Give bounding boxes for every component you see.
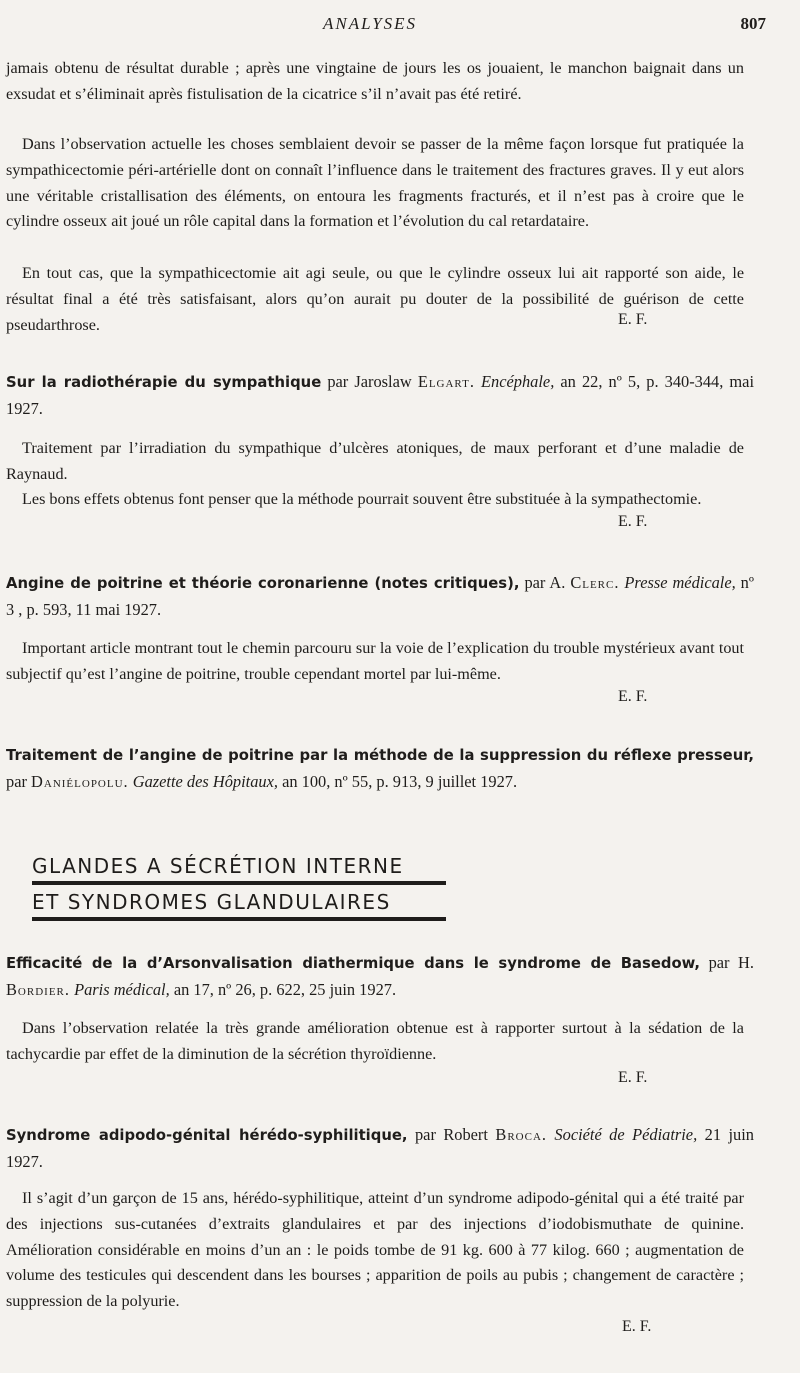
entry-title: Efficacité de la d’Arsonvalisation diathermique dans le syndrome de Basedow, par H. Bordier. Paris médical, an 17, nº 26, p. 622, 25 juin 1927. <box>6 953 754 999</box>
reference: an 17, nº 26, p. 622, 25 juin 1927. <box>173 979 397 999</box>
signature: E. F. <box>618 688 648 705</box>
paragraph: Les bons effets obtenus font penser que la méthode pourrait souvent être substituée à la sympathectomie. <box>22 490 702 508</box>
article-title: Sur la radiothérapie du sympathique <box>6 374 322 391</box>
author-name: Elgart. <box>417 372 475 391</box>
author-name: Clerc. <box>570 573 620 592</box>
paragraph: Dans l’observation relatée la très grande amélioration obtenue est à rapporter surtout à la sédation de la tachycardie par effet de la diminution de la sécrétion thyroïdienne. <box>6 1019 744 1063</box>
reference: an 22, nº 5, p. 340-344, mai 1927. <box>6 372 755 418</box>
paragraph: Dans l’observation actuelle les choses semblaient devoir se passer de la même façon lorsque fut pratiquée la sympathicectomie péri-artérielle dont on connaît l’influence dans le traitement des fractures graves. Il y eut alors une véritable cristallisation des éléments, on entoura les fragments fracturés, et il n’est pas à croire que le cylindre osseux ait joué un rôle capital dans la formation et l’évolution du cal retardataire. <box>6 135 744 231</box>
reference: nº 3 , p. 593, 11 mai 1927. <box>6 573 754 619</box>
signature: E. F. <box>618 513 648 530</box>
signature: E. F. <box>618 311 648 328</box>
section-heading-line2: ET SYNDROMES GLANDULAIRES <box>32 890 391 914</box>
journal-name: Encéphale, <box>481 372 555 391</box>
page-number: 807 <box>740 14 766 33</box>
author-name: Daniélopolu. <box>31 771 129 791</box>
signature: E. F. <box>618 1069 648 1086</box>
entry-title: Traitement de l’angine de poitrine par la méthode de la suppression du réflexe presseur, par Daniélopolu. Gazette des Hôpitaux, an 100, nº 55, p. 913, 9 juillet 1927. <box>6 747 754 791</box>
article-title: Angine de poitrine et théorie coronarienne (notes critiques), <box>6 575 520 592</box>
paragraph: Traitement par l’irradiation du sympathique d’ulcères atoniques, de maux perforant et d’une maladie de Raynaud. <box>6 439 744 483</box>
author-name: Broca. <box>495 1125 547 1144</box>
article-title: Efficacité de la d’Arsonvalisation diathermique dans le syndrome de Basedow, <box>6 955 700 972</box>
journal-name: Société de Pédiatrie, <box>554 1125 698 1144</box>
running-title: ANALYSES <box>322 14 418 33</box>
entry-title: Angine de poitrine et théorie coronarienne (notes critiques), par A. Clerc. Presse médicale, nº 3 , p. 593, 11 mai 1927. <box>6 573 754 619</box>
paragraph: jamais obtenu de résultat durable ; après une vingtaine de jours les os jouaient, le manchon baignait dans un exsudat et s’éliminait après fistulisation de la cicatrice s’il n’avait pas été retiré. <box>6 59 744 103</box>
entry-title: Sur la radiothérapie du sympathique par Jaroslaw Elgart. Encéphale, an 22, nº 5, p. 340-344, mai 1927. <box>6 372 755 418</box>
paragraph: Important article montrant tout le chemin parcouru sur la voie de l’explication du trouble mystérieux avant tout subjectif qu’est l’angine de poitrine, trouble cependant mortel par lui-même. <box>6 639 744 683</box>
reference: 21 juin 1927. <box>6 1125 754 1171</box>
journal-name: Gazette des Hôpitaux, <box>132 771 278 791</box>
journal-name: Presse médicale, <box>624 573 736 592</box>
section-heading-line1: GLANDES A SÉCRÉTION INTERNE <box>32 854 404 878</box>
signature: E. F. <box>622 1318 652 1335</box>
article-title: Syndrome adipodo-génital hérédo-syphilitique, <box>6 1127 408 1144</box>
paragraph: Il s’agit d’un garçon de 15 ans, hérédo-syphilitique, atteint d’un syndrome adipodo-génital qui a été traité par des injections sus-cutanées d’extraits glandulaires et par des injections d’iodobismuthate de quinine. Amélioration considérable en moins d’un an : le poids tombe de 91 kg. 600 à 77 kilog. 660 ; augmentation de volume des testicules qui descendent dans les bourses ; apparition de poils au pubis ; changement de caractère ; suppression de la polyurie. <box>6 1189 744 1311</box>
journal-name: Paris médical, <box>74 979 170 999</box>
entry-title: Syndrome adipodo-génital hérédo-syphilitique, par Robert Broca. Société de Pédiatrie, 21 juin 1927. <box>6 1125 754 1171</box>
page-header <box>0 14 800 38</box>
reference: an 100, nº 55, p. 913, 9 juillet 1927. <box>282 771 518 791</box>
author-name: Bordier. <box>6 979 70 999</box>
section-rule <box>32 881 446 885</box>
section-rule <box>32 917 446 921</box>
article-title: Traitement de l’angine de poitrine par la méthode de la suppression du réflexe presseur, <box>6 747 754 764</box>
paragraph: En tout cas, que la sympathicectomie ait agi seule, ou que le cylindre osseux lui ait rapporté son aide, le résultat final a été très satisfaisant, alors qu’on aurait pu douter de la possibilité de guérison de cette pseudarthrose. <box>6 264 744 334</box>
